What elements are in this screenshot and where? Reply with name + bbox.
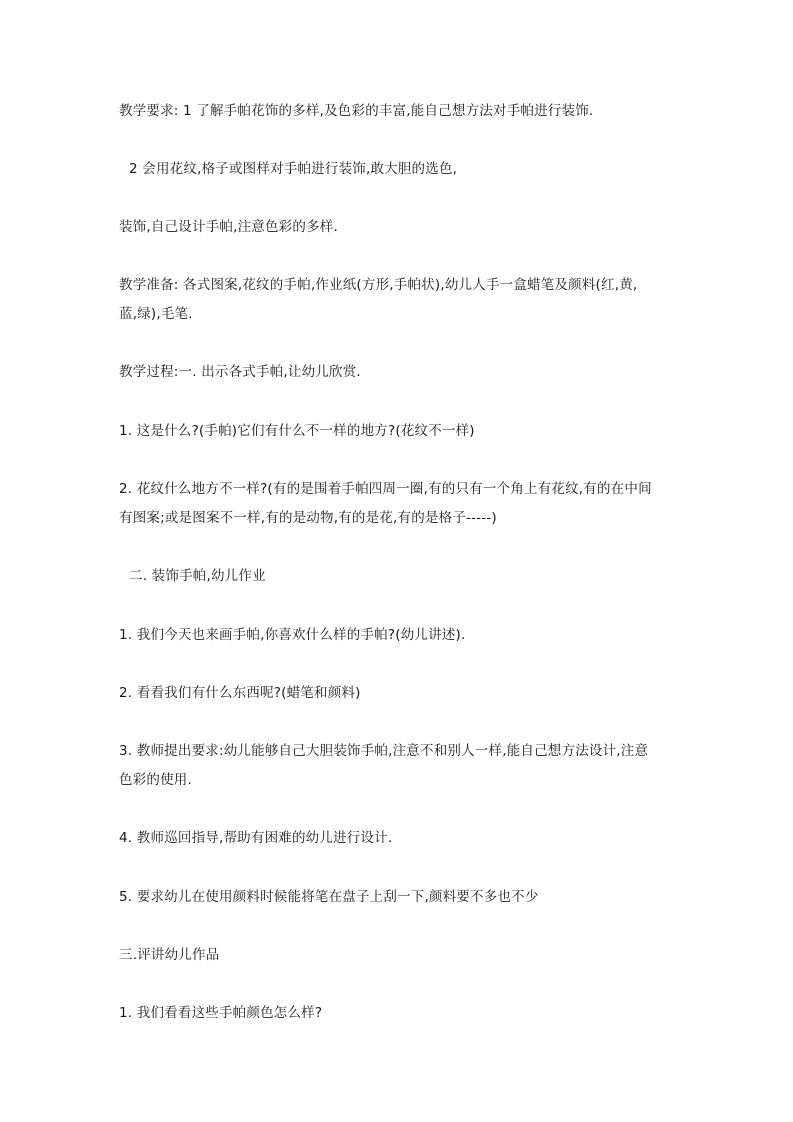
list-item: 3. 教师提出要求:幼儿能够自己大胆装饰手帕,注意不和别人一样,能自己想方法设计,注意 [119, 743, 649, 759]
list-item: 2. 花纹什么地方不一样?(有的是围着手帕四周一圈,有的只有一个角上有花纹,有的在中间 [119, 481, 652, 497]
list-item: 1. 这是什么?(手帕)它们有什么不一样的地方?(花纹不一样) [119, 423, 475, 439]
paragraph-teaching-preparation-cont: 蓝,绿),毛笔. [119, 306, 193, 322]
list-item-cont: 有图案;或是图案不一样,有的是动物,有的是花,有的是格子-----) [119, 510, 497, 526]
paragraph-teaching-requirements: 教学要求: 1 了解手帕花饰的多样,及色彩的丰富,能自己想方法对手帕进行装饰. [119, 103, 594, 119]
list-item-cont: 色彩的使用. [119, 772, 192, 788]
list-item: 5. 要求幼儿在使用颜料时候能将笔在盘子上刮一下,颜料要不多也不少 [119, 889, 539, 905]
section-heading-3: 三.评讲幼儿作品 [119, 947, 220, 963]
list-item: 4. 教师巡回指导,帮助有困难的幼儿进行设计. [119, 830, 393, 846]
paragraph-requirement-2: 2 会用花纹,格子或图样对手帕进行装饰,敢大胆的选色, [129, 161, 458, 177]
paragraph-teaching-preparation: 教学准备: 各式图案,花纹的手帕,作业纸(方形,手帕状),幼儿人手一盒蜡笔及颜料(红,黄, [119, 277, 638, 293]
list-item: 1. 我们今天也来画手帕,你喜欢什么样的手帕?(幼儿讲述). [119, 627, 466, 643]
list-item: 2. 看看我们有什么东西呢?(蜡笔和颜料) [119, 685, 361, 701]
paragraph-requirement-2-cont: 装饰,自己设计手帕,注意色彩的多样. [119, 219, 338, 235]
list-item: 1. 我们看看这些手帕颜色怎么样? [119, 1005, 323, 1021]
section-heading-process-1: 教学过程:一. 出示各式手帕,让幼儿欣赏. [119, 364, 361, 380]
section-heading-2: 二. 装饰手帕,幼儿作业 [129, 568, 266, 584]
